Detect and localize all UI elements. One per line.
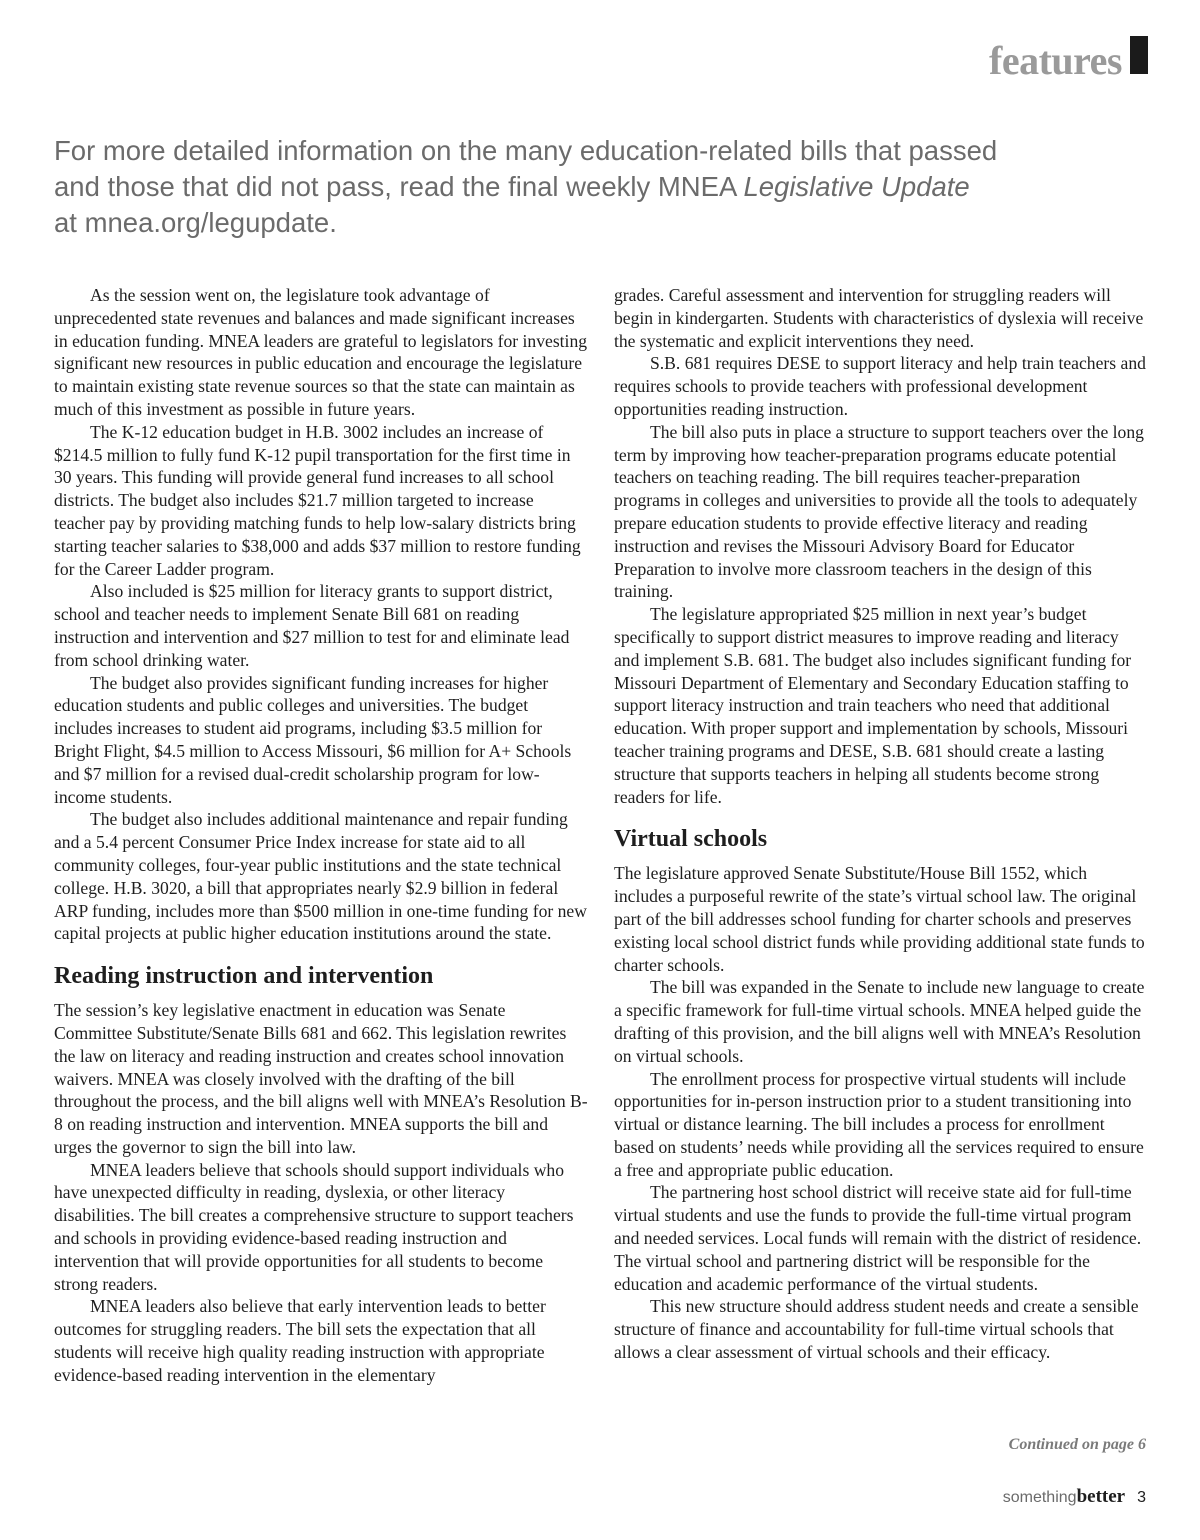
page-footer xyxy=(1003,1486,1146,1508)
paragraph: grades. Careful assessment and intervention for struggling readers will begin in kindergarten. Students with characteristics of dyslexia will receive the systematic and explicit interventions they need. xyxy=(614,285,1144,351)
paragraph: Also included is $25 million for literacy grants to support district, school and teacher needs to implement Senate Bill 681 on reading instruction and intervention and $27 million to test for and eliminate lead from school drinking water. xyxy=(54,581,570,670)
intro-publication-title: Legislative Update xyxy=(743,171,970,202)
intro-line-3: at mnea.org/legupdate. xyxy=(54,207,337,238)
intro-callout xyxy=(54,133,1074,241)
paragraph: The legislature approved Senate Substitute/House Bill 1552, which includes a purposeful rewrite of the state’s virtual school law. The original part of the bill addresses school funding for charter schools and preserves existing local school district funds while providing additional state funds to charter schools. xyxy=(614,863,1145,975)
paragraph: The bill was expanded in the Senate to include new language to create a specific framework for full-time virtual schools. MNEA helped guide the drafting of this provision, and the bill aligns well with MNEA’s Resolution on virtual schools. xyxy=(614,977,1145,1066)
paragraph: MNEA leaders also believe that early intervention leads to better outcomes for struggling readers. The bill sets the expectation that all students will receive high quality reading instruction with appropriate evidence-based reading intervention in the elementary xyxy=(54,1296,546,1385)
paragraph: The enrollment process for prospective virtual students will include opportunities for in-person instruction prior to a student transitioning into virtual or distance learning. The bill includes a process for enrollment based on students’ needs while providing all the services required to ensure a free and appropriate public education. xyxy=(614,1068,1144,1180)
page-number: 3 xyxy=(1137,1489,1146,1506)
continued-notice: Continued on page 6 xyxy=(1008,1436,1146,1453)
intro-line-2 xyxy=(54,169,1074,205)
section-label: features xyxy=(989,38,1122,83)
footer-brand-bold: better xyxy=(1076,1486,1126,1507)
intro-line-2-text: and those that did not pass, read the final weekly MNEA xyxy=(54,171,744,202)
left-column xyxy=(54,284,588,1387)
intro-line-1: For more detailed information on the many education-related bills that passed xyxy=(54,135,998,166)
section-heading-virtual: Virtual schools xyxy=(614,826,768,853)
paragraph: MNEA leaders believe that schools should support individuals who have unexpected difficulty in reading, dyslexia, or other literacy disabilities. The bill creates a comprehensive structure to support teachers and schools in providing evidence-based reading instruction and intervention that will provide opportunities for all students to become strong readers. xyxy=(54,1159,574,1294)
paragraph: As the session went on, the legislature took advantage of unprecedented state revenues and balances and made significant increases in education funding. MNEA leaders are grateful to legislators for investing significant new resources in public education and encourage the legislature to maintain existing state revenue sources so that the state can maintain as much of this investment as possible in future years. xyxy=(54,285,588,419)
section-marker-bar xyxy=(1130,36,1148,74)
paragraph: The K-12 education budget in H.B. 3002 includes an increase of $214.5 million to fully fund K-12 pupil transportation for the first time in 30 years. This funding will provide general fund increases to all school districts. The budget also includes $21.7 million targeted to increase teacher pay by providing matching funds to help low-salary districts bring starting teacher salaries to $38,000 and adds $37 million to restore funding for the Career Ladder program. xyxy=(54,421,581,579)
paragraph: The budget also provides significant funding increases for higher education students and public colleges and universities. The budget includes increases to student aid programs, including $3.5 million for Bright Flight, $4.5 million to Access Missouri, $6 million for A+ Schools and $7 million for a revised dual-credit scholarship program for low-income students. xyxy=(54,672,572,807)
paragraph: The legislature appropriated $25 million in next year’s budget specifically to support district measures to improve reading and literacy and implement S.B. 681. The budget also includes significant funding for Missouri Department of Elementary and Secondary Education staffing to support literacy instruction and train teachers who need that additional education. With proper support and implementation by schools, Missouri teacher training programs and DESE, S.B. 681 should create a lasting structure that supports teachers in helping all students become strong readers for life. xyxy=(614,604,1132,807)
right-column xyxy=(614,284,1148,1364)
paragraph: The budget also includes additional maintenance and repair funding and a 5.4 percent Consumer Price Index increase for state aid to all community colleges, four-year public institutions and the state technical college. H.B. 3020, a bill that appropriates nearly $2.9 billion in federal ARP funding, includes more than $500 million in one-time funding for new capital projects at public higher education institutions around the state. xyxy=(54,809,587,944)
paragraph: This new structure should address student needs and create a sensible structure of finance and accountability for full-time virtual schools that allows a clear assessment of virtual schools and their efficacy. xyxy=(614,1296,1139,1363)
paragraph: The session’s key legislative enactment in education was Senate Committee Substitute/Senate Bills 681 and 662. This legislation rewrites the law on literacy and reading instruction and creates school innovation waivers. MNEA was closely involved with the drafting of the bill throughout the process, and the bill aligns well with MNEA’s Resolution B-8 on reading instruction and intervention. MNEA supports the bill and urges the governor to sign the bill into law. xyxy=(54,1000,588,1157)
footer-brand-light: something xyxy=(1002,1489,1077,1506)
paragraph: The bill also puts in place a structure to support teachers over the long term by improving how teacher-preparation programs educate potential teachers on teaching reading. The bill requires teacher-preparation programs in colleges and universities to provide all the tools to adequately prepare education students to provide effective literacy and reading instruction and revises the Missouri Advisory Board for Educator Preparation to involve more classroom teachers in the design of this training. xyxy=(614,421,1144,602)
section-heading-reading: Reading instruction and intervention xyxy=(54,963,434,990)
paragraph: S.B. 681 requires DESE to support literacy and help train teachers and requires schools to provide teachers with professional development opportunities reading instruction. xyxy=(614,353,1146,419)
paragraph: The partnering host school district will receive state aid for full-time virtual students and use the funds to provide the full-time virtual program and needed services. Local funds will remain with the district of residence. The virtual school and partnering district will be responsible for the education and academic performance of the virtual students. xyxy=(614,1182,1142,1294)
